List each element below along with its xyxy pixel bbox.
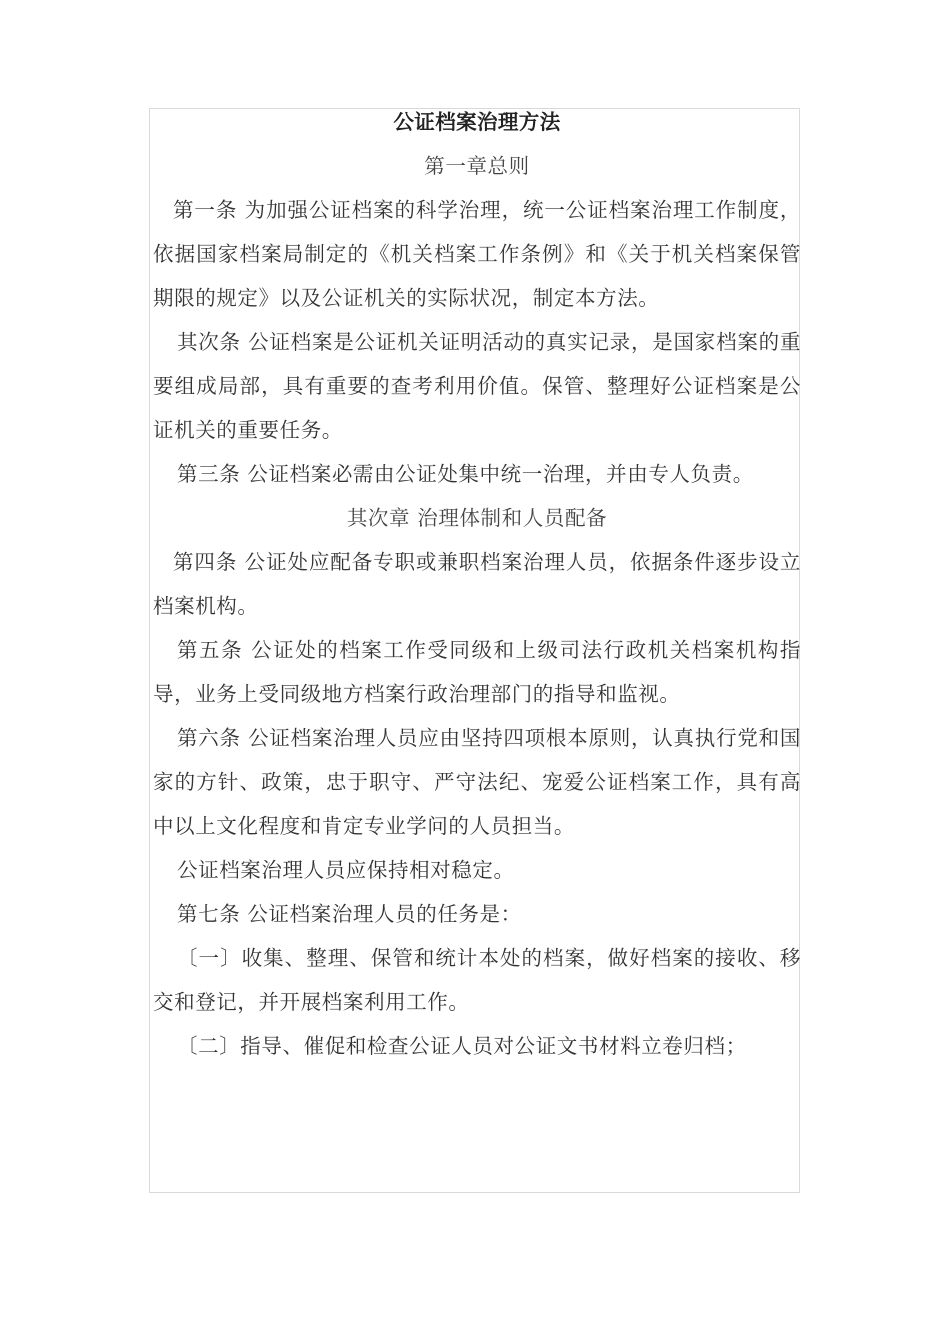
article-6-note: 公证档案治理人员应保持相对稳定。 xyxy=(177,858,515,882)
article-2: 其次条 公证档案是公证机关证明活动的真实记录，是国家档案的重要组成局部，具有重要的查考利用价值。保管、整理好公证档案是公证机关的重要任务。 xyxy=(153,330,801,442)
article-3: 第三条 公证档案必需由公证处集中统一治理，并由专人负责。 xyxy=(177,462,754,486)
article-7-item-1: 〔一〕收集、整理、保管和统计本处的档案，做好档案的接收、移交和登记，并开展档案利用工作。 xyxy=(153,946,801,1014)
article-5: 第五条 公证处的档案工作受同级和上级司法行政机关档案机构指导，业务上受同级地方档案行政治理部门的指导和监视。 xyxy=(153,638,801,706)
document-body xyxy=(153,100,801,1068)
document-title: 公证档案治理方法 xyxy=(393,110,561,134)
article-4: 第四条 公证处应配备专职或兼职档案治理人员，依据条件逐步设立档案机构。 xyxy=(153,550,801,618)
chapter-heading-2: 其次章 治理体制和人员配备 xyxy=(346,506,608,530)
article-7: 第七条 公证档案治理人员的任务是： xyxy=(177,902,522,926)
article-6: 第六条 公证档案治理人员应由坚持四项根本原则，认真执行党和国家的方针、政策，忠于职守、严守法纪、宠爱公证档案工作，具有高中以上文化程度和肯定专业学问的人员担当。 xyxy=(153,726,801,838)
article-7-item-2: 〔二〕指导、催促和检查公证人员对公证文书材料立卷归档； xyxy=(177,1034,747,1058)
article-1: 第一条 为加强公证档案的科学治理，统一公证档案治理工作制度，依据国家档案局制定的《机关档案工作条例》和《关于机关档案保管期限的规定》以及公证机关的实际状况，制定本方法。 xyxy=(153,198,801,310)
chapter-heading-1: 第一章总则 xyxy=(424,154,530,178)
